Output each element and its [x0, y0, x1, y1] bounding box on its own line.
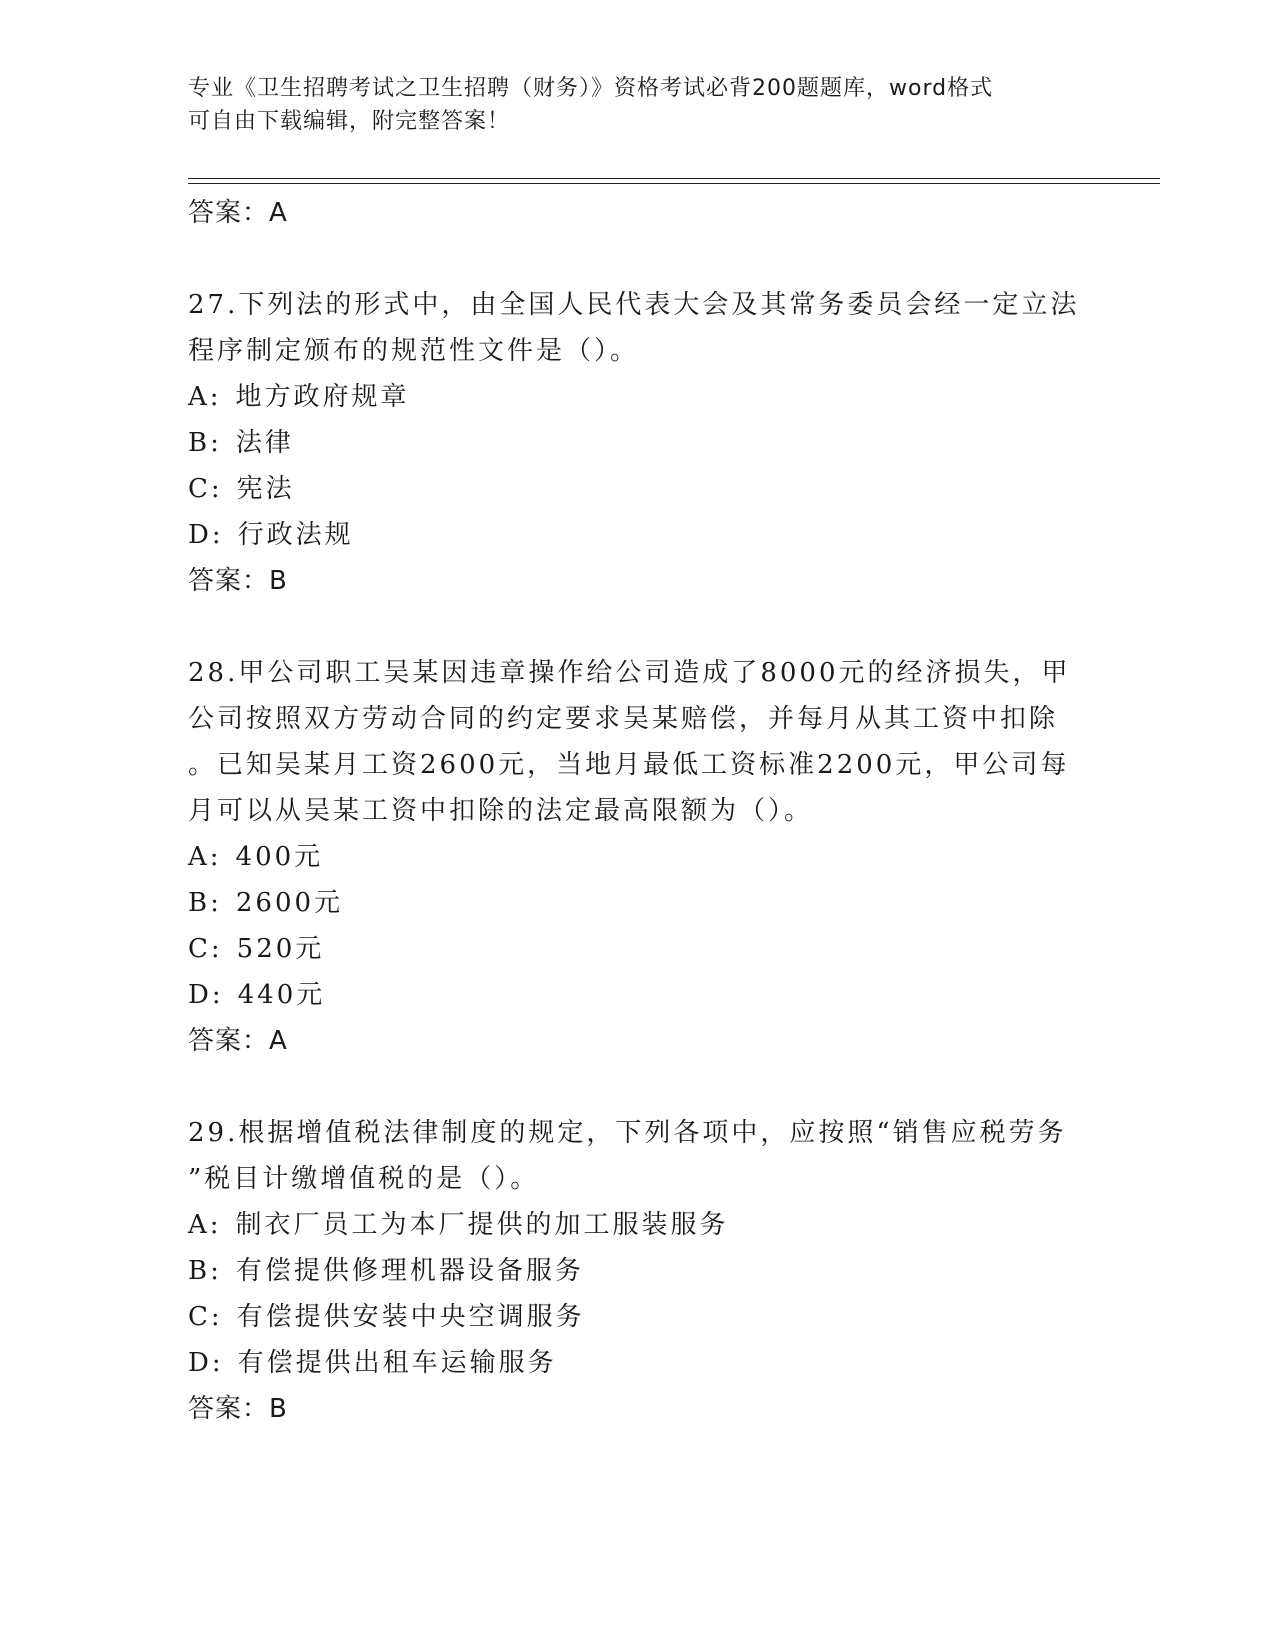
document-header	[188, 72, 1068, 138]
question-line: 公司按照双方劳动合同的约定要求吴某赔偿，并每月从其工资中扣除	[188, 704, 1059, 734]
question-list	[188, 190, 1088, 1432]
answer-line: 答案：B	[188, 1394, 288, 1424]
question-text	[188, 282, 1088, 374]
option-a: A: 400元	[188, 842, 324, 872]
option-a: A: 地方政府规章	[188, 382, 410, 412]
question-line: 27.下列法的形式中，由全国人民代表大会及其常务委员会经一定立法	[188, 290, 1080, 320]
option-c: C: 520元	[188, 934, 325, 964]
option-a: A: 制衣厂员工为本厂提供的加工服装服务	[188, 1210, 729, 1240]
option-c: C: 宪法	[188, 474, 295, 504]
option-b: B: 2600元	[188, 888, 344, 918]
question-text	[188, 650, 1088, 834]
answer-line: 答案：A	[188, 198, 288, 228]
question-block	[188, 1110, 1088, 1432]
question-text	[188, 1110, 1088, 1202]
option-d: D: 有偿提供出租车运输服务	[188, 1348, 557, 1378]
option-d: D: 440元	[188, 980, 326, 1010]
question-line: 。已知吴某月工资2600元，当地月最低工资标准2200元，甲公司每	[188, 750, 1070, 780]
answer-line: 答案：B	[188, 566, 288, 596]
option-b: B: 有偿提供修理机器设备服务	[188, 1256, 584, 1286]
question-line: 28.甲公司职工吴某因违章操作给公司造成了8000元的经济损失，甲	[188, 658, 1071, 688]
question-block	[188, 650, 1088, 1064]
header-divider-double	[188, 183, 1160, 184]
header-line-1: 专业《卫生招聘考试之卫生招聘（财务）》资格考试必背200题题库，word格式	[188, 76, 994, 101]
question-block	[188, 282, 1088, 604]
option-b: B: 法律	[188, 428, 294, 458]
question-line: ”税目计缴增值税的是（）。	[188, 1164, 540, 1194]
question-line: 程序制定颁布的规范性文件是（）。	[188, 336, 640, 366]
question-line: 月可以从吴某工资中扣除的法定最高限额为（）。	[188, 796, 814, 826]
answer-line: 答案：A	[188, 1026, 288, 1056]
question-line: 29.根据增值税法律制度的规定，下列各项中，应按照“销售应税劳务	[188, 1118, 1067, 1148]
header-line-2: 可自由下载编辑，附完整答案！	[188, 109, 511, 134]
option-d: D: 行政法规	[188, 520, 354, 550]
option-c: C: 有偿提供安装中央空调服务	[188, 1302, 585, 1332]
header-divider	[188, 178, 1160, 179]
